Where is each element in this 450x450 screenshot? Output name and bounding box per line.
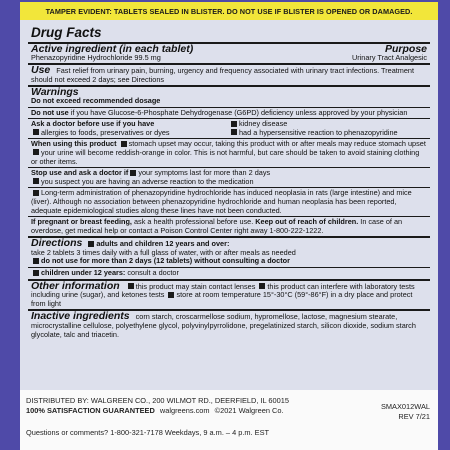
pregnancy-section — [26, 217, 432, 236]
bullet-icon — [130, 170, 136, 176]
no-exceed-warning: Do not exceed recommended dosage — [31, 95, 161, 105]
other-information-section — [26, 281, 432, 310]
copyright-text: ©2021 Walgreen Co. — [214, 406, 284, 415]
children-label: children under 12 years: — [41, 268, 126, 278]
bullet-icon — [121, 141, 127, 147]
other-info-item: store at room temperature 15°-30°C (59°-86°F) in a dry place and protect from light — [31, 290, 413, 308]
when-using-label: When using this product — [31, 139, 117, 149]
tamper-evident-banner: TAMPER EVIDENT: TABLETS SEALED IN BLISTER. DO NOT USE IF BLISTER IS OPENED OR DAMAGED. — [20, 2, 438, 20]
when-using-section — [26, 139, 432, 167]
overdose-text: In case of an overdose, get medical help or contact a Poison Control Center right away 1-800-222-1222. — [31, 217, 403, 235]
other-info-item: this product may stain contact lenses — [135, 281, 256, 291]
ask-item: kidney disease — [239, 119, 288, 129]
drug-facts-box — [26, 22, 432, 386]
purpose-header: Purpose — [384, 43, 427, 55]
purpose-value: Urinary Tract Analgesic — [351, 52, 427, 62]
bullet-icon — [33, 190, 39, 196]
website-link[interactable]: walgreens.com — [159, 406, 210, 415]
distributor-text: DISTRIBUTED BY: WALGREEN CO., 200 WILMOT RD., DEERFIELD, IL 60015 — [26, 396, 289, 405]
inactive-header: Inactive ingredients — [31, 310, 130, 323]
ask-doctor-section — [26, 119, 432, 138]
use-section — [26, 65, 432, 85]
warnings-header: Warnings — [31, 86, 79, 99]
directions-dose: take 2 tablets 3 times daily with a full glass of water, with or after meals as needed — [31, 247, 296, 257]
bullet-icon — [33, 149, 39, 155]
bullet-icon — [128, 283, 134, 289]
stop-use-label: Stop use and ask a doctor if — [31, 168, 129, 178]
satisfaction-text: 100% SATISFACTION GUARANTEED — [26, 406, 155, 415]
when-using-text: stomach upset may occur, taking this product with or after meals may reduce stomach upset — [128, 139, 426, 149]
drug-facts-title: Drug Facts — [31, 25, 102, 40]
ask-doctor-label: Ask a doctor before use if you have — [31, 119, 155, 129]
warnings-section — [26, 87, 432, 106]
ask-item: allergies to foods, preservatives or dyes — [41, 127, 170, 137]
keep-out-warning: Keep out of reach of children. — [255, 217, 359, 227]
do-not-use-label: Do not use — [31, 107, 69, 117]
directions-adults: adults and children 12 years and over: — [96, 239, 230, 249]
ingredient-name: Phenazopyridine Hydrochloride 99.5 mg — [31, 52, 161, 62]
do-not-use-section — [26, 108, 432, 119]
bullet-icon — [33, 258, 39, 264]
product-code: SMAX012WAL — [380, 402, 430, 411]
revision-text: REV 7/21 — [398, 412, 430, 421]
directions-limit: do not use for more than 2 days (12 tablets) without consulting a doctor — [41, 256, 290, 266]
bullet-icon — [231, 129, 237, 135]
pregnant-label: If pregnant or breast feeding, — [31, 217, 132, 227]
children-text: consult a doctor — [127, 268, 179, 278]
use-header: Use — [31, 64, 51, 77]
bullet-icon — [33, 129, 39, 135]
stop-use-text: you suspect you are having an adverse reaction to the medication — [41, 176, 254, 186]
children-section — [26, 268, 432, 279]
active-ingredient-header: Active ingredient (in each tablet) — [31, 43, 194, 55]
distributor-footer — [20, 390, 438, 450]
pregnant-text: ask a health professional before use. — [133, 217, 254, 227]
neoplasia-section — [26, 188, 432, 216]
bullet-icon — [33, 178, 39, 184]
neoplasia-text: Long-term administration of phenazopyridine hydrochloride has induced neoplasia in rats (large intestine) and mice (liver). Although no association between phenazopyridine hydrochloride and human neoplasia has been reported, adequate epidemiological studies along these lines have not been conducted. — [31, 188, 412, 215]
bullet-icon — [259, 283, 265, 289]
stop-use-text: your symptoms last for more than 2 days — [138, 168, 271, 178]
directions-header: Directions — [31, 237, 83, 250]
when-using-text-2: your urine will become reddish-orange in color. This is not harmful, but care should be taken to avoid staining clothing or other items. — [31, 147, 420, 166]
bullet-icon — [33, 270, 39, 276]
use-text: Fast relief from urinary pain, burning, urgency and frequency associated with urinary tract infections. Treatment should not exceed 2 days; see Directions — [31, 66, 415, 84]
other-info-item: this product can interfere with laboratory tests including urine (sugar), and ketones tests — [31, 281, 415, 300]
inactive-ingredients-section — [26, 311, 432, 340]
bullet-icon — [231, 121, 237, 127]
bullet-icon — [168, 292, 174, 298]
ask-item: had a hypersensitive reaction to phenazopyridine — [239, 127, 398, 137]
stop-use-section — [26, 168, 432, 187]
inactive-text: corn starch, croscarmellose sodium, hypromellose, lactose, magnesium stearate, microcrystalline cellulose, polyethylene glycol, polyvinylpyrrolidone, pregelatinized starch, silicon dioxide, sodium starch glycolate, talc and triacetin. — [31, 312, 416, 339]
directions-section — [26, 238, 432, 267]
active-ingredient-section — [26, 44, 432, 63]
do-not-use-text: if you have Glucose-6-Phosphate Dehydrogenase (G6PD) deficiency unless approved by your physician — [70, 107, 408, 117]
questions-text: Questions or comments? 1-800-321-7178 Weekdays, 9 a.m. – 4 p.m. EST — [26, 428, 270, 437]
bullet-icon — [88, 241, 94, 247]
other-info-header: Other information — [31, 279, 120, 292]
